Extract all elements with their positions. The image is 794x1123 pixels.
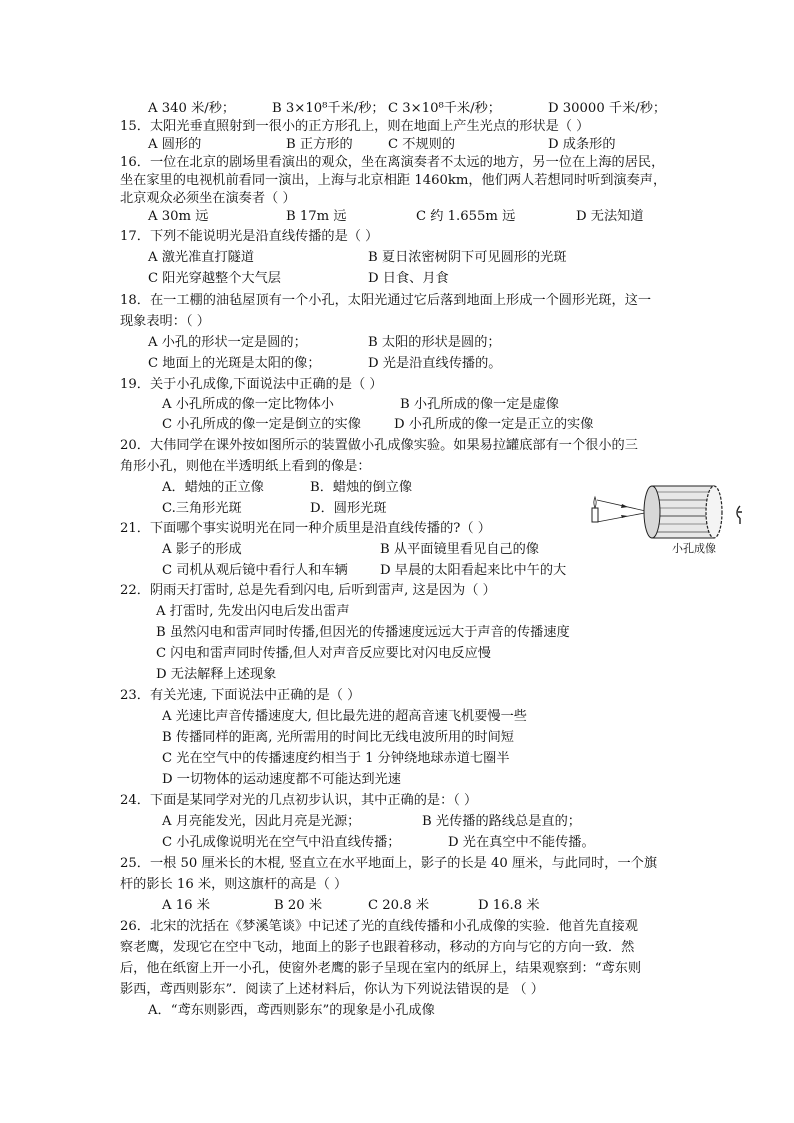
text-segment: C 地面上的光斑是太阳的像； bbox=[148, 356, 321, 371]
text-segment: B 虽然闪电和雷声同时传播,但因光的传播速度远远大于声音的传播速度 bbox=[156, 625, 570, 640]
text-segment: D 小孔所成的像一定是正立的实像 bbox=[394, 417, 594, 432]
can-bottom bbox=[644, 486, 660, 538]
text-segment: D 日食、月食 bbox=[368, 271, 449, 286]
text-segment: 17．下列不能说明光是沿直线传播的是（ ） bbox=[120, 229, 379, 244]
text-segment: A 340 米/秒； bbox=[148, 101, 236, 116]
text-segment: C.三角形光斑 bbox=[162, 501, 242, 516]
translucent-paper bbox=[706, 486, 722, 538]
text-segment: 24．下面是某同学对光的几点初步认识，其中正确的是：（ ） bbox=[120, 793, 478, 808]
text-segment: C 小孔所成的像一定是倒立的实像 bbox=[162, 417, 361, 432]
text-segment: D 无法知道 bbox=[576, 209, 644, 224]
text-segment: 23．有关光速, 下面说法中正确的是（ ） bbox=[120, 688, 361, 703]
candle-flame bbox=[594, 497, 596, 508]
text-segment: D 早晨的太阳看起来比中午的大 bbox=[380, 563, 567, 578]
text-segment: B 17m 远 bbox=[286, 209, 347, 224]
arrow-upper bbox=[621, 504, 628, 508]
text-segment: C 不规则的 bbox=[388, 137, 456, 152]
text-segment: A 小孔的形状一定是圆的； bbox=[148, 335, 307, 350]
text-segment: A．“鸢东则影西，鸢西则影东”的现象是小孔成像 bbox=[148, 1003, 435, 1018]
text-segment: C 光在空气中的传播速度约相当于 1 分钟绕地球赤道七圈半 bbox=[162, 751, 510, 766]
text-segment: D 30000 千米/秒； bbox=[548, 101, 667, 116]
text-segment: 现象表明：（ ） bbox=[120, 314, 210, 329]
can-body bbox=[652, 486, 714, 538]
text-segment: C 约 1.655m 远 bbox=[416, 209, 516, 224]
pinhole-camera-figure bbox=[590, 478, 750, 558]
text-segment: B 夏日浓密树阴下可见圆形的光斑 bbox=[368, 250, 567, 265]
text-segment: A 小孔所成的像一定比物体小 bbox=[162, 397, 334, 412]
text-segment: D 光是沿直线传播的。 bbox=[368, 356, 502, 371]
text-segment: A 光速比声音传播速度大, 但比最先进的超高音速飞机要慢一些 bbox=[162, 709, 527, 724]
text-segment: D 16.8 米 bbox=[478, 898, 540, 913]
text-segment: 16．一位在北京的剧场里看演出的观众，坐在离演奏者不太远的地方，另一位在上海的居民， bbox=[120, 155, 665, 170]
text-segment: 察老鹰，发现它在空中飞动，地面上的影子也跟着移动，移动的方向与它的方向一致．然 bbox=[120, 940, 635, 955]
text-segment: B 从平面镜里看见自己的像 bbox=[380, 542, 539, 557]
text-segment: 杆的影长 16 米，则这旗杆的高是（ ） bbox=[120, 877, 348, 892]
text-segment: A 圆形的 bbox=[148, 137, 202, 152]
text-segment: D 光在真空中不能传播。 bbox=[448, 835, 595, 850]
text-segment: 北京观众必须坐在演奏者（ ） bbox=[120, 191, 296, 206]
text-segment: D 无法解释上述现象 bbox=[156, 667, 277, 682]
text-segment: 19．关于小孔成像,下面说法中正确的是（ ） bbox=[120, 377, 383, 392]
text-segment: A 30m 远 bbox=[148, 209, 209, 224]
text-segment: B 3×10⁸千米/秒； bbox=[272, 101, 385, 116]
text-segment: D．圆形光斑 bbox=[310, 501, 387, 516]
text-segment: A．蜡烛的正立像 bbox=[162, 480, 264, 495]
candle bbox=[592, 508, 598, 522]
text-segment: A 影子的形成 bbox=[162, 542, 242, 557]
text-segment: 25．一根 50 厘米长的木棍, 竖直立在水平地面上，影子的长是 40 厘米，与此同时，一个旗 bbox=[120, 856, 658, 871]
text-segment: 15．太阳光垂直照射到一很小的正方形孔上，则在地面上产生光点的形状是（ ） bbox=[120, 119, 590, 134]
text-segment: C 司机从观后镜中看行人和车辆 bbox=[162, 563, 348, 578]
text-segment: C 3×10⁸千米/秒； bbox=[388, 101, 501, 116]
text-segment: D 成条形的 bbox=[548, 137, 616, 152]
text-segment: D 一切物体的运动速度都不可能达到光速 bbox=[162, 772, 401, 787]
text-segment: 26．北宋的沈括在《梦溪笔谈》中记述了光的直线传播和小孔成像的实验．他首先直接观 bbox=[120, 919, 638, 934]
text-segment: C 小孔成像说明光在空气中沿直线传播； bbox=[162, 835, 401, 850]
figure-caption: 小孔成像 bbox=[672, 542, 716, 555]
text-segment: B 太阳的形状是圆的； bbox=[368, 335, 501, 350]
text-segment: C 20.8 米 bbox=[368, 898, 430, 913]
text-segment: 18．在一工棚的油毡屋顶有一个小孔，太阳光通过它后落到地面上形成一个圆形光斑，这一 bbox=[120, 293, 652, 308]
text-segment: B 20 米 bbox=[274, 898, 323, 913]
text-segment: 20．大伟同学在课外按如图所示的装置做小孔成像实验。如果易拉罐底部有一个很小的三 bbox=[120, 438, 638, 453]
text-segment: A 打雷时, 先发出闪电后发出雷声 bbox=[156, 604, 350, 619]
inverted-image bbox=[737, 506, 742, 524]
text-segment: C 阳光穿越整个大气层 bbox=[148, 271, 281, 286]
text-segment: A 月亮能发光，因此月亮是光源； bbox=[162, 814, 361, 829]
text-segment: C 闪电和雷声同时传播,但人对声音反应要比对闪电反应慢 bbox=[156, 646, 491, 661]
text-segment: 坐在家里的电视机前看同一演出，上海与北京相距 1460km，他们两人若想同时听到演奏声， bbox=[120, 173, 667, 188]
text-segment: B 正方形的 bbox=[286, 137, 353, 152]
text-segment: 影西，鸢西则影东”．阅读了上述材料后，你认为下列说法错误的是 （ ） bbox=[120, 982, 544, 997]
text-segment: B 小孔所成的像一定是虚像 bbox=[400, 397, 559, 412]
text-segment: B 光传播的路线总是直的； bbox=[422, 814, 581, 829]
text-segment: B．蜡烛的倒立像 bbox=[310, 480, 413, 495]
text-segment: B 传播同样的距离, 光所需用的时间比无线电波所用的时间短 bbox=[162, 730, 514, 745]
text-segment: 22．阴雨天打雷时, 总是先看到闪电, 后听到雷声, 这是因为（ ） bbox=[120, 583, 496, 598]
text-segment: A 16 米 bbox=[162, 898, 210, 913]
text-segment: 21．下面哪个事实说明光在同一种介质里是沿直线传播的?（ ） bbox=[120, 521, 491, 536]
text-segment: 后，他在纸窗上开一小孔，使窗外老鹰的影子呈现在室内的纸屏上，结果观察到：“鸢东则 bbox=[120, 961, 642, 976]
text-segment: A 激光准直打隧道 bbox=[148, 250, 255, 265]
text-segment: 角形小孔，则他在半透明纸上看到的像是： bbox=[120, 459, 371, 474]
